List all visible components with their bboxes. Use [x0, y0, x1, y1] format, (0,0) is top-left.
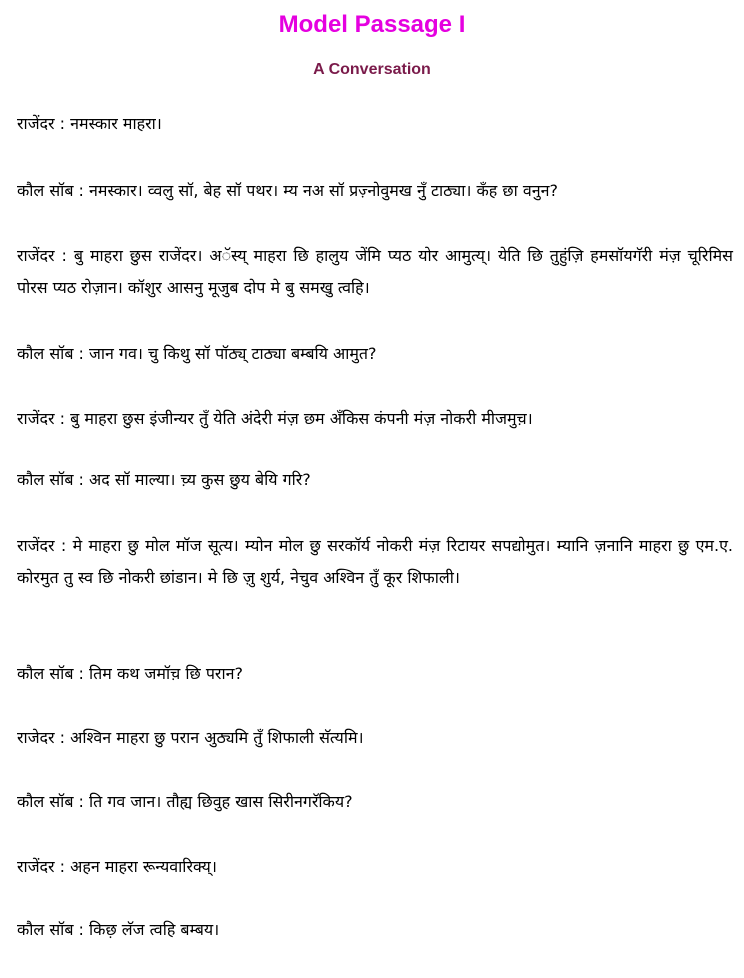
dialogue-line-9: राजेदर : अश्विन माहरा छु परान अुठ्यमि तुँ शिफाली सॅत्यमि।: [17, 728, 364, 747]
passage-subtitle: A Conversation: [313, 61, 431, 78]
passage-title: Model Passage I: [278, 11, 466, 38]
dialogue-line-8: कौल सॉब : तिम कथ जमॉच़ छि परान?: [17, 664, 243, 683]
dialogue-line-5: राजेंदर : बु माहरा छुस इंजीन्यर तुँ येति अंदेरी मंज़ छम अँकिस कंपनी मंज़ नोकरी मीजमुच़।: [17, 409, 533, 428]
dialogue-line-4: कौल सॉब : जान गव। चु किथु सॉ पॉठ्य् टाठ्या बम्बयि आमुत?: [17, 344, 377, 363]
dialogue-line-1: राजेंदर : नमस्कार माहरा।: [17, 114, 162, 133]
dialogue-line-12: कौल सॉब : किछ़ लॅज त्वहि बम्बय।: [17, 920, 220, 939]
dialogue-line-6: कौल सॉब : अद सॉ माल्या। च़्य कुस छुय बेयि गरि?: [17, 470, 311, 489]
dialogue-line-11: राजेंदर : अहन माहरा रून्यवारिक्य्।: [17, 857, 217, 876]
dialogue-line-2: कौल सॉब : नमस्कार। व्वलु सॉ, बेह सॉ पथर। म्य नअ सॉ प्रज़्नोवुमख नुँ टाठ्या। कँह छा वनुन?: [17, 181, 558, 200]
dialogue-line-7: राजेंदर : मे माहरा छु मोल मॉज सूत्य। म्योन मोल छु सरकॉर्य नोकरी मंज़ रिटायर सपद्योमुत। म्यानि ज़नानि माहरा छु एम.ए. कोरमुत तु स्व छि नोकरी छांडान। मे छि ज़ु शुर्य, नेचुव अश्विन तुँ कूर शिफाली।: [17, 536, 733, 587]
dialogue-line-3: राजेंदर : बु माहरा छुस राजेंदर। अॅस्य् माहरा छि हालुय जेंमि प्यठ योर आमुत्य्। येति छि तुहुंज़ि हमसॉयगॅरी मंज़ चूरिमिस पोरस प्यठ रोज़ान। कॉशुर आसनु मूजुब दोप मे बु समखु त्वहि।: [17, 246, 733, 297]
dialogue-line-10: कौल सॉब : ति गव जान। तौह्य छिवुह खास सिरीनगरॅकिय?: [17, 792, 353, 811]
